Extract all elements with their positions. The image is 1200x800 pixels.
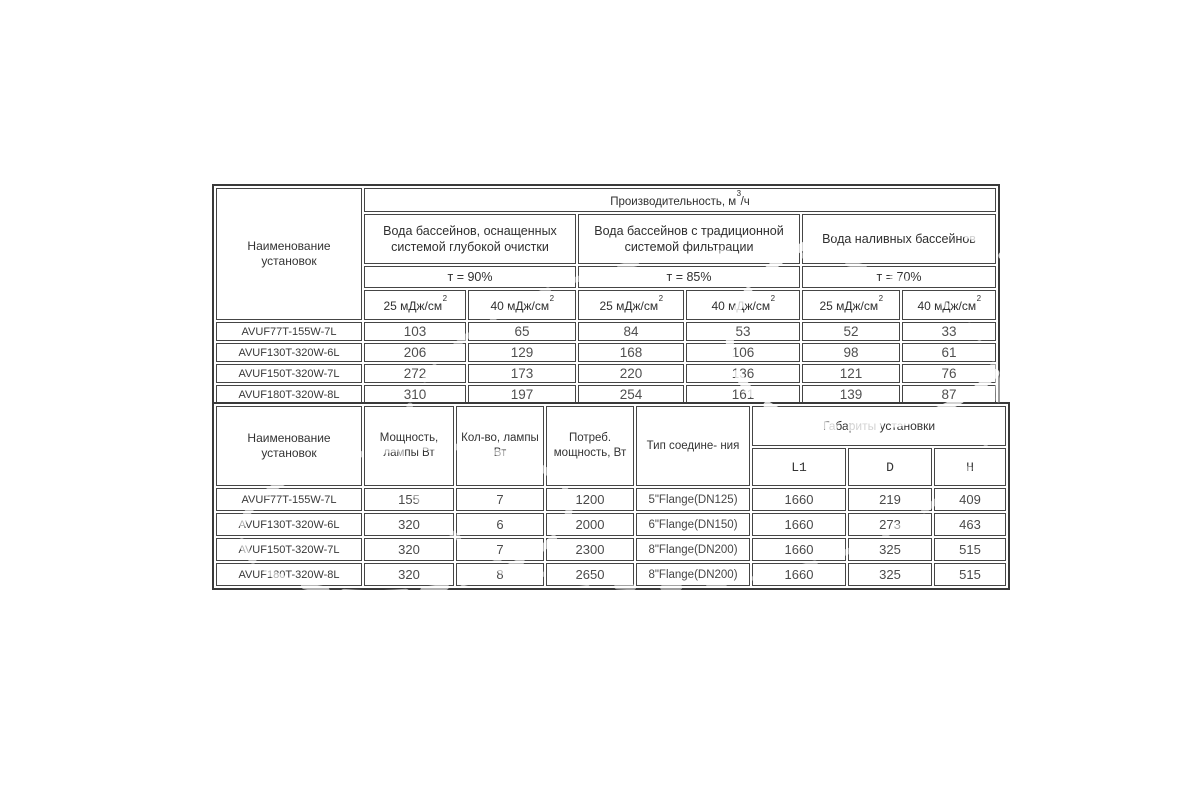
dose-text: 25 мДж/см: [383, 298, 443, 313]
dose-40-header: [468, 290, 576, 320]
dimension-h-value: 463: [934, 513, 1006, 536]
dose-25-header: [578, 290, 684, 320]
dose-superscript: 2: [878, 293, 884, 303]
dimension-h-value: 409: [934, 488, 1006, 511]
capacity-value: 53: [686, 322, 800, 341]
dimension-l1-value: 1660: [752, 538, 846, 561]
dimension-h-value: 515: [934, 563, 1006, 586]
dose-text: 40 мДж/см: [711, 298, 771, 313]
lamp-count-value: 6: [456, 513, 544, 536]
table-row: [216, 406, 1006, 446]
table-row: [216, 364, 996, 383]
dimension-l1-value: 1660: [752, 488, 846, 511]
group-deep-cleaning-header: Вода бассейнов, оснащенных системой глубокой очистки: [364, 214, 576, 264]
transmittance-90-cell: т = 90%: [364, 266, 576, 288]
capacity-value: 173: [468, 364, 576, 383]
units-name-header: Наименование установок: [216, 406, 362, 486]
dose-25-header: [364, 290, 466, 320]
lamp-power-value: 155: [364, 488, 454, 511]
capacity-value: 272: [364, 364, 466, 383]
dose-superscript: 2: [770, 293, 776, 303]
connection-type-header: Тип соедине- ния: [636, 406, 750, 486]
dose-superscript: 2: [976, 293, 982, 303]
capacity-value: 103: [364, 322, 466, 341]
capacity-value: 84: [578, 322, 684, 341]
capacity-value: 121: [802, 364, 900, 383]
consumed-power-value: 2650: [546, 563, 634, 586]
dimension-l1-value: 1660: [752, 563, 846, 586]
capacity-value: 87: [902, 385, 996, 404]
table-row: [216, 188, 996, 212]
capacity-value: 206: [364, 343, 466, 362]
dimension-d-value: 325: [848, 538, 932, 561]
capacity-value: 197: [468, 385, 576, 404]
capacity-value: 139: [802, 385, 900, 404]
capacity-value: 61: [902, 343, 996, 362]
model-name-cell: AVUF130T-320W-6L: [216, 343, 362, 362]
table-row: [216, 563, 1006, 586]
capacity-title-superscript: 3: [736, 188, 742, 198]
lamp-power-header: Мощность, лампы Вт: [364, 406, 454, 486]
lamp-power-value: 320: [364, 563, 454, 586]
lamp-count-value: 7: [456, 488, 544, 511]
table-row: [216, 488, 1006, 511]
dose-text: 25 мДж/см: [819, 298, 879, 313]
consumed-power-header: Потреб. мощность, Вт: [546, 406, 634, 486]
capacity-value: 98: [802, 343, 900, 362]
model-name-cell: AVUF130T-320W-6L: [216, 513, 362, 536]
dimension-d-value: 219: [848, 488, 932, 511]
table-row: [216, 343, 996, 362]
connection-type-value: 8"Flange(DN200): [636, 538, 750, 561]
dose-25-header: [802, 290, 900, 320]
capacity-title-text: Производительность, м: [610, 195, 737, 208]
dose-superscript: 2: [658, 293, 664, 303]
capacity-value: 136: [686, 364, 800, 383]
dimension-l1-header: L1: [752, 448, 846, 486]
lamp-power-value: 320: [364, 513, 454, 536]
capacity-value: 254: [578, 385, 684, 404]
lamp-count-header: Кол-во, лампы Вт: [456, 406, 544, 486]
transmittance-85-cell: т = 85%: [578, 266, 800, 288]
capacity-title-unit: /ч: [740, 195, 750, 208]
table-row: [216, 513, 1006, 536]
model-name-cell: AVUF180T-320W-8L: [216, 563, 362, 586]
model-name-cell: AVUF77T-155W-7L: [216, 488, 362, 511]
capacity-value: 106: [686, 343, 800, 362]
dose-text: 40 мДж/см: [917, 298, 977, 313]
consumed-power-value: 1200: [546, 488, 634, 511]
connection-type-value: 8"Flange(DN200): [636, 563, 750, 586]
table-row: [216, 322, 996, 341]
capacity-value: 76: [902, 364, 996, 383]
dose-40-header: [686, 290, 800, 320]
dose-superscript: 2: [549, 293, 555, 303]
specs-table: [212, 402, 1010, 590]
model-name-cell: AVUF180T-320W-8L: [216, 385, 362, 404]
capacity-value: 310: [364, 385, 466, 404]
group-filling-pools-header: Вода наливных бассейнов: [802, 214, 996, 264]
transmittance-70-cell: т = 70%: [802, 266, 996, 288]
capacity-value: 52: [802, 322, 900, 341]
dimension-h-header: H: [934, 448, 1006, 486]
dose-text: 40 мДж/см: [490, 298, 550, 313]
model-name-cell: AVUF150T-320W-7L: [216, 364, 362, 383]
dose-40-header: [902, 290, 996, 320]
model-name-cell: AVUF150T-320W-7L: [216, 538, 362, 561]
capacity-value: 129: [468, 343, 576, 362]
lamp-count-value: 8: [456, 563, 544, 586]
consumed-power-value: 2300: [546, 538, 634, 561]
lamp-count-value: 7: [456, 538, 544, 561]
dimension-h-value: 515: [934, 538, 1006, 561]
dimension-d-header: D: [848, 448, 932, 486]
capacity-title-cell: [364, 188, 996, 212]
dimension-d-value: 273: [848, 513, 932, 536]
consumed-power-value: 2000: [546, 513, 634, 536]
units-name-header: Наименование установок: [216, 188, 362, 320]
dimensions-header: Габариты установки: [752, 406, 1006, 446]
table-row: [216, 538, 1006, 561]
model-name-cell: AVUF77T-155W-7L: [216, 322, 362, 341]
connection-type-value: 5"Flange(DN125): [636, 488, 750, 511]
dose-superscript: 2: [442, 293, 448, 303]
dimension-d-value: 325: [848, 563, 932, 586]
connection-type-value: 6"Flange(DN150): [636, 513, 750, 536]
capacity-value: 168: [578, 343, 684, 362]
group-traditional-filtration-header: Вода бассейнов с традиционной системой фильтрации: [578, 214, 800, 264]
capacity-value: 161: [686, 385, 800, 404]
capacity-table: [212, 184, 1000, 408]
capacity-value: 65: [468, 322, 576, 341]
lamp-power-value: 320: [364, 538, 454, 561]
dimension-l1-value: 1660: [752, 513, 846, 536]
capacity-value: 33: [902, 322, 996, 341]
dose-text: 25 мДж/см: [599, 298, 659, 313]
capacity-value: 220: [578, 364, 684, 383]
